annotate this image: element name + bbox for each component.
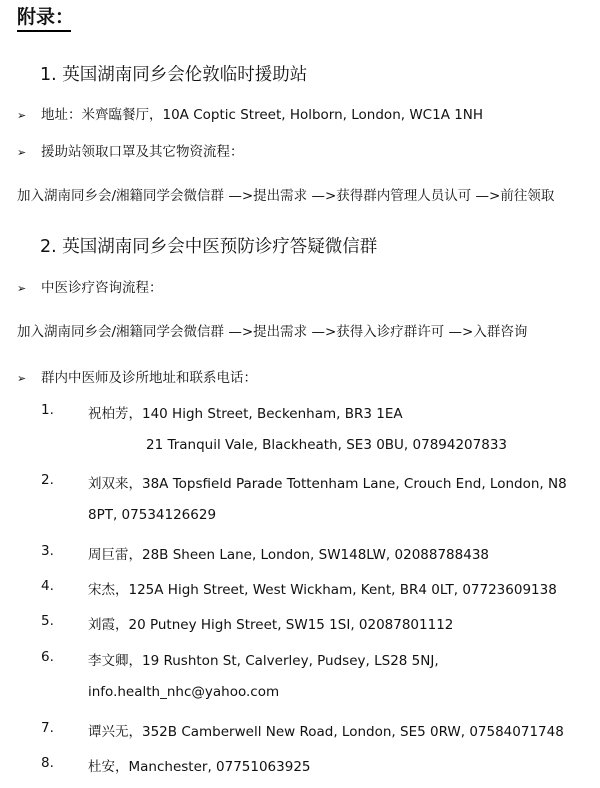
section2-title: 2. 英国湖南同乡会中医预防诊疗答疑微信群 bbox=[40, 237, 378, 257]
list-item: 李文卿，19 Rushton St, Calverley, Pudsey, LS28 5NJ, bbox=[88, 653, 439, 669]
list-item: 宋杰，125A High Street, West Wickham, Kent, BR4 0LT, 07723609138 bbox=[88, 582, 557, 598]
list-item: 谭兴无，352B Camberwell New Road, London, SE5 0RW, 07584071748 bbox=[88, 724, 564, 740]
list-item-number: 4. bbox=[41, 578, 54, 594]
address-bullet bbox=[17, 103, 483, 123]
doctors-bullet bbox=[17, 366, 257, 386]
address-text: 地址：米齊臨餐厅，10A Coptic Street, Holborn, London, WC1A 1NH bbox=[41, 107, 484, 123]
appendix-heading: 附录： bbox=[17, 6, 75, 28]
arrow-bullet-icon: ➢ bbox=[17, 372, 27, 385]
list-item-continuation: 8PT, 07534126629 bbox=[88, 507, 217, 523]
arrow-bullet-icon: ➢ bbox=[17, 282, 27, 295]
list-item: 杜安，Manchester, 07751063925 bbox=[88, 759, 311, 775]
appendix-underline bbox=[17, 30, 71, 32]
list-item-number: 6. bbox=[41, 649, 54, 665]
pickup-flow: 加入湖南同乡会/湘籍同学会微信群 —>提出需求 —>获得群内管理人员认可 —>前往领取 bbox=[17, 188, 555, 204]
arrow-bullet-icon: ➢ bbox=[17, 146, 27, 159]
list-item: 刘霞，20 Putney High Street, SW15 1SI, 02087801112 bbox=[88, 617, 454, 633]
list-item-number: 1. bbox=[41, 402, 54, 418]
list-item-number: 7. bbox=[41, 720, 54, 736]
arrow-bullet-icon: ➢ bbox=[17, 109, 27, 122]
list-item-number: 5. bbox=[41, 613, 54, 629]
consult-process-bullet bbox=[17, 276, 163, 296]
pickup-process-text: 援助站领取口罩及其它物资流程： bbox=[41, 144, 244, 160]
consult-flow: 加入湖南同乡会/湘籍同学会微信群 —>提出需求 —>获得入诊疗群许可 —>入群咨询 bbox=[17, 324, 528, 340]
list-item-continuation: 21 Tranquil Vale, Blackheath, SE3 0BU, 07894207833 bbox=[146, 437, 507, 453]
consult-process-text: 中医诊疗咨询流程： bbox=[41, 280, 163, 296]
list-item: 周巨雷，28B Sheen Lane, London, SW148LW, 02088788438 bbox=[88, 547, 489, 563]
list-item-number: 8. bbox=[41, 755, 54, 771]
section1-title: 1. 英国湖南同乡会伦敦临时援助站 bbox=[40, 65, 308, 85]
list-item-number: 2. bbox=[41, 472, 54, 488]
list-item: 刘双来，38A Topsfield Parade Tottenham Lane, Crouch End, London, N8 bbox=[88, 476, 567, 492]
list-item-number: 3. bbox=[41, 543, 54, 559]
list-item: 祝柏芳，140 High Street, Beckenham, BR3 1EA bbox=[88, 406, 403, 422]
list-item-continuation: info.health_nhc@yahoo.com bbox=[88, 684, 280, 700]
pickup-process-bullet bbox=[17, 140, 244, 160]
doctors-text: 群内中医师及诊所地址和联系电话： bbox=[41, 370, 257, 386]
